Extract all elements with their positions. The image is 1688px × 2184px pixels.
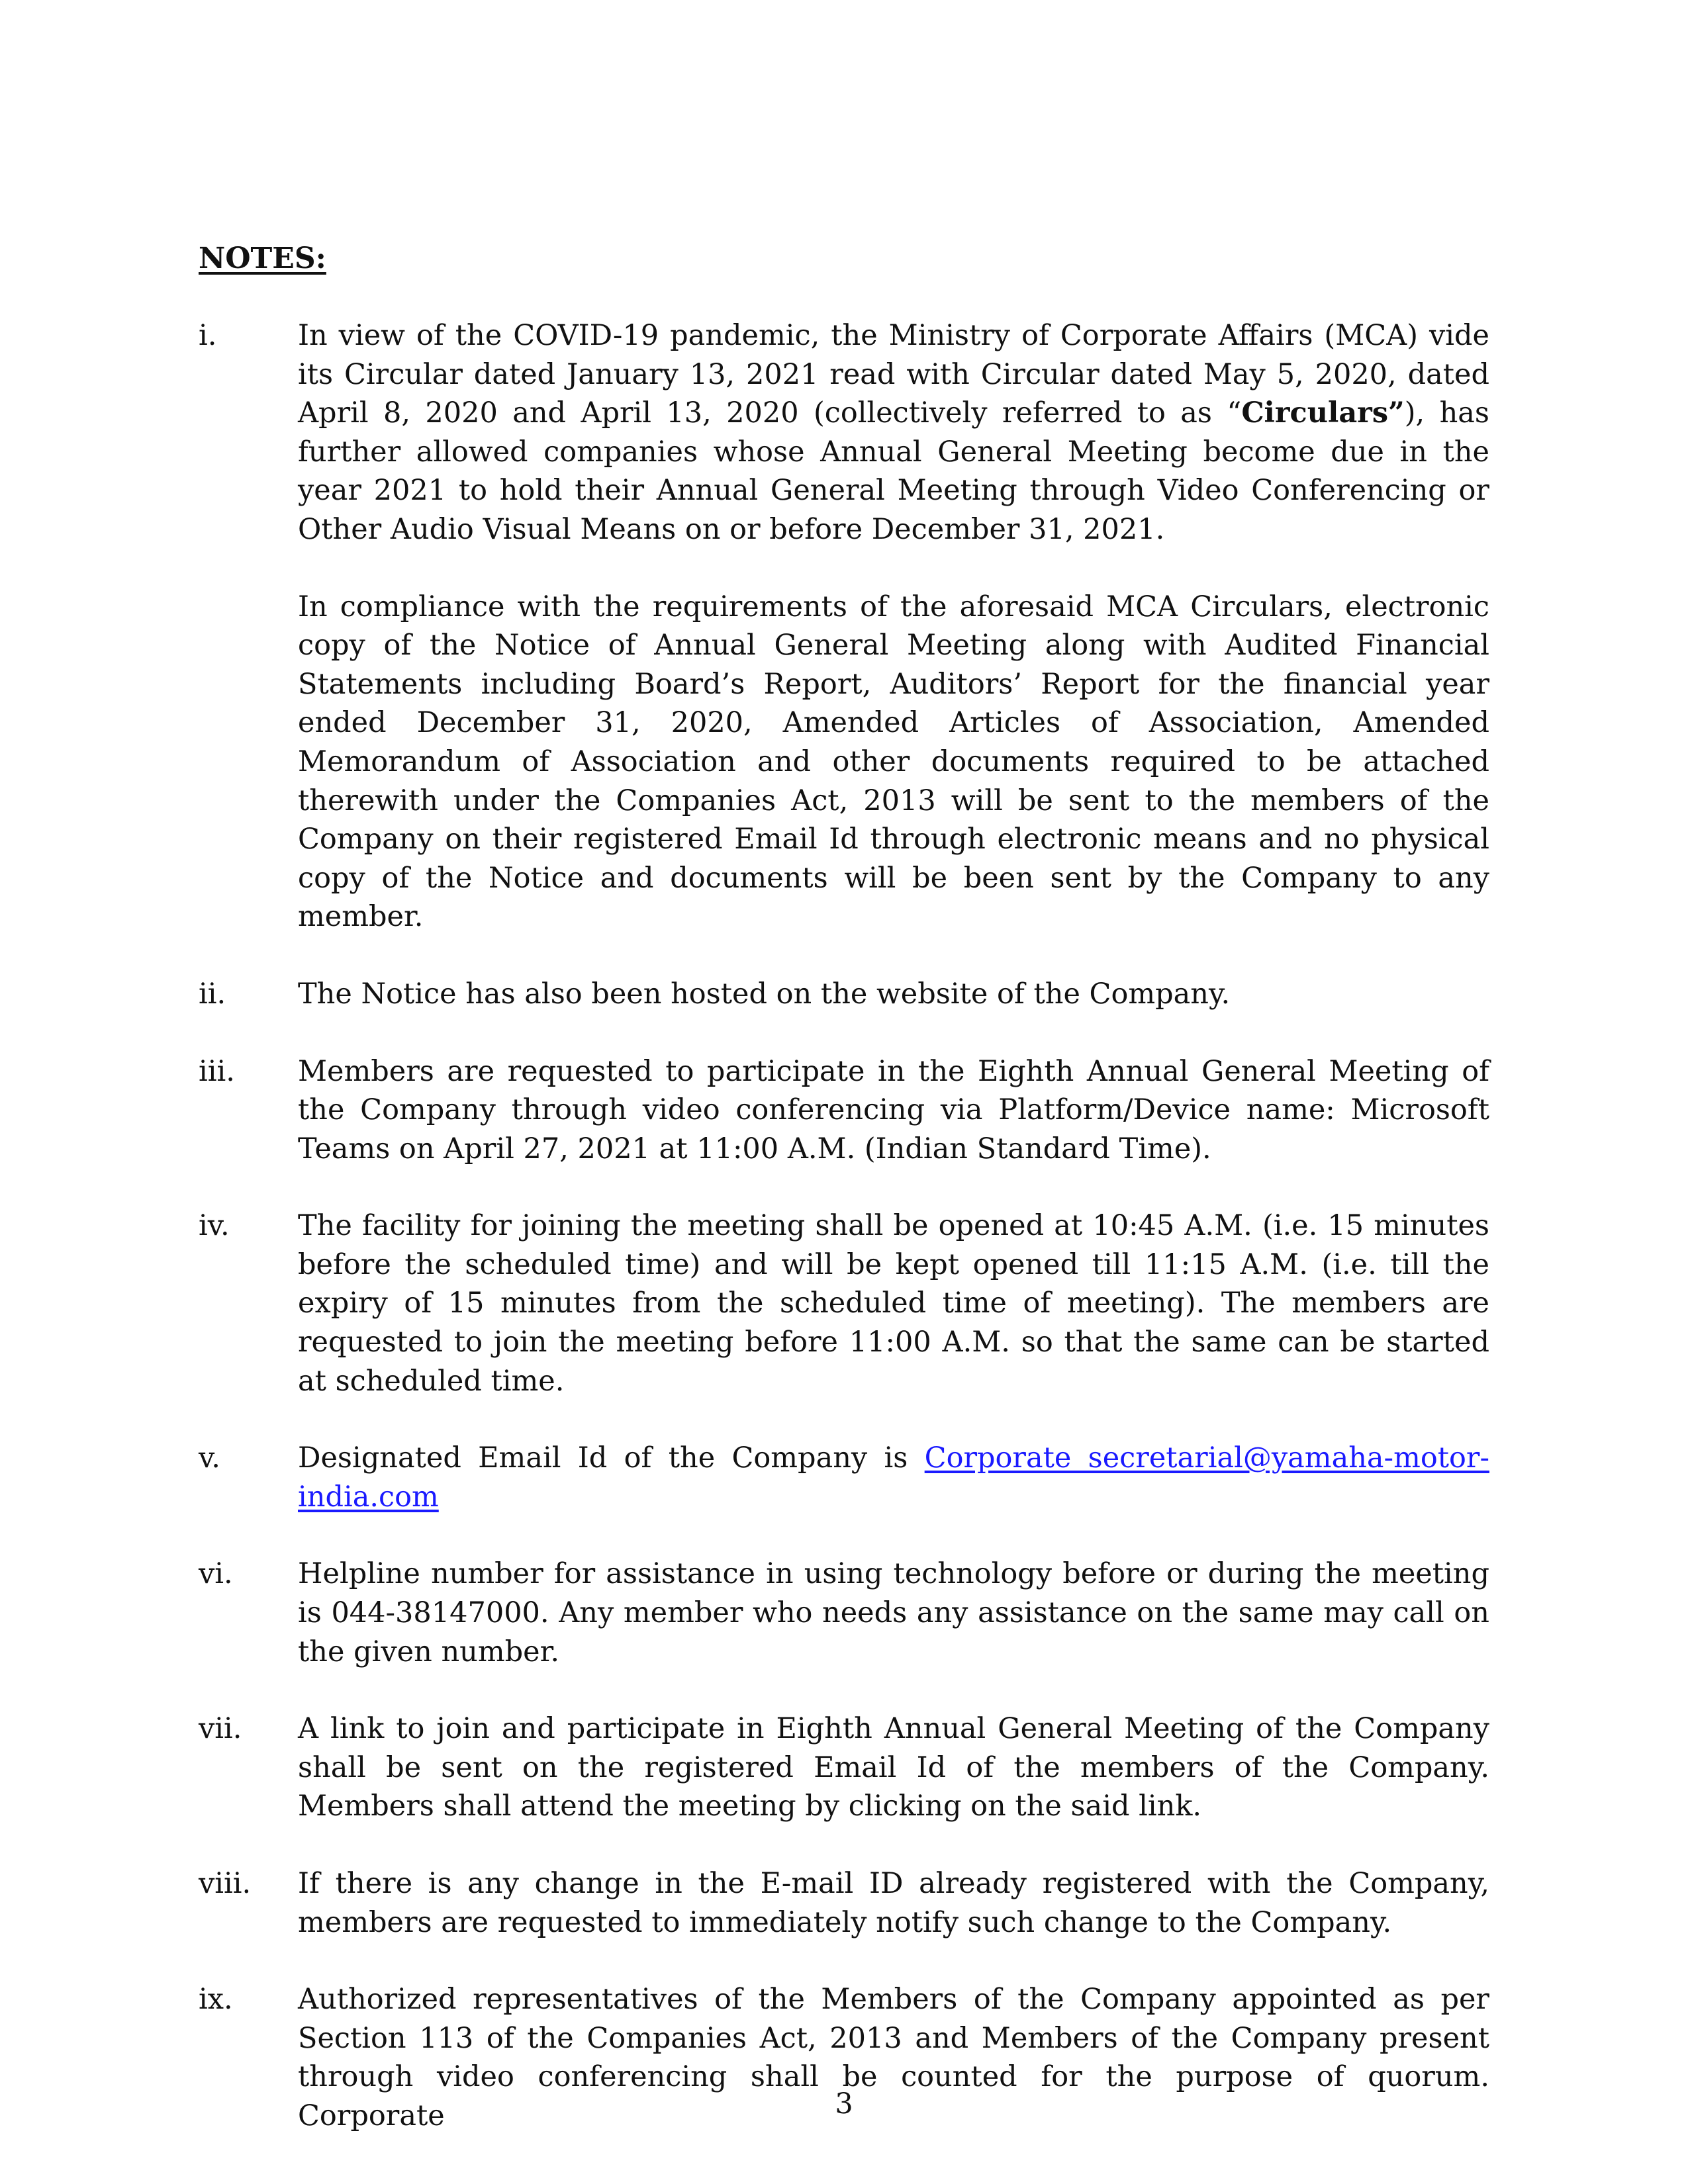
page-number: 3 xyxy=(835,2087,853,2120)
note-item-i xyxy=(199,316,1489,936)
note-numeral: iii. xyxy=(199,1054,235,1088)
note-item-iii xyxy=(199,1052,1489,1169)
note-paragraph: In compliance with the requirements of the aforesaid MCA Circulars, electronic copy of the Notice of Annual General Meeting along with Audited Financial Statements including Board’s Report, Auditors’ Report for the financial year ended December 31, 2020, Amended Articles of Association, Amended Memorandum of Association and other documents required to be attached therewith under the Companies Act, 2013 will be sent to the members of the Company on their registered Email Id through electronic means and no physical copy of the Notice and documents will be been sent by the Company to any member. xyxy=(298,590,1489,934)
note-text: Designated Email Id of the Company is xyxy=(298,1441,925,1475)
note-numeral: vi. xyxy=(199,1557,233,1591)
note-numeral: i. xyxy=(199,319,217,352)
company-email-link[interactable]: Corporate secretarial@yamaha-motor-india.com xyxy=(298,1441,1489,1514)
note-text: In view of the COVID-19 pandemic, the Ministry of Corporate Affairs (MCA) vide its Circular dated January 13, 2021 read with Circular dated May 5, 2020, dated April 8, 2020 and April 13, 2020 (collectively referred to as “ xyxy=(298,319,1489,430)
circulars-term: Circulars” xyxy=(1241,396,1405,430)
note-item-vii xyxy=(199,1709,1489,1826)
note-numeral: ii. xyxy=(199,977,226,1011)
note-paragraph: If there is any change in the E-mail ID already registered with the Company, members are requested to immediately notify such change to the Company. xyxy=(298,1867,1489,1939)
note-paragraph xyxy=(298,316,1489,549)
note-paragraph: Helpline number for assistance in using technology before or during the meeting is 044-38147000. Any member who needs any assistance on the same may call on the given number. xyxy=(298,1557,1489,1668)
note-paragraph: A link to join and participate in Eighth Annual General Meeting of the Company shall be sent on the registered Email Id of the members of the Company. Members shall attend the meeting by clicking on the said link. xyxy=(298,1712,1489,1823)
note-numeral: vii. xyxy=(199,1712,242,1746)
notes-list xyxy=(199,316,1489,2174)
note-paragraph: Members are requested to participate in the Eighth Annual General Meeting of the Company through video conferencing via Platform/Device name: Microsoft Teams on April 27, 2021 at 11:00 A.M. (Indian Standard Time). xyxy=(298,1054,1489,1165)
note-item-iv xyxy=(199,1206,1489,1400)
note-item-viii xyxy=(199,1864,1489,1942)
notes-heading: NOTES: xyxy=(199,242,326,275)
note-numeral: viii. xyxy=(199,1867,252,1900)
note-numeral: ix. xyxy=(199,1983,233,2017)
note-paragraph: The Notice has also been hosted on the website of the Company. xyxy=(298,977,1231,1011)
note-numeral: v. xyxy=(199,1441,220,1475)
note-paragraph xyxy=(298,1439,1489,1516)
note-numeral: iv. xyxy=(199,1209,230,1243)
note-text: ), has further allowed companies whose Annual General Meeting become due in the year 2021 to hold their Annual General Meeting through Video Conferencing or Other Audio Visual Means on or before December 31, 2021. xyxy=(298,396,1489,546)
note-item-v xyxy=(199,1439,1489,1516)
note-item-ii xyxy=(199,975,1489,1014)
note-paragraph: The facility for joining the meeting shall be opened at 10:45 A.M. (i.e. 15 minutes before the scheduled time) and will be kept opened till 11:15 A.M. (i.e. till the expiry of 15 minutes from the scheduled time of meeting). The members are requested to join the meeting before 11:00 A.M. so that the same can be started at scheduled time. xyxy=(298,1209,1489,1398)
note-paragraph: Authorized representatives of the Members of the Company appointed as per Section 113 of the Companies Act, 2013 and Members of the Company present through video conferencing shall be counted for the purpose of quorum. Corporate xyxy=(298,1983,1489,2132)
note-item-vi xyxy=(199,1555,1489,1671)
